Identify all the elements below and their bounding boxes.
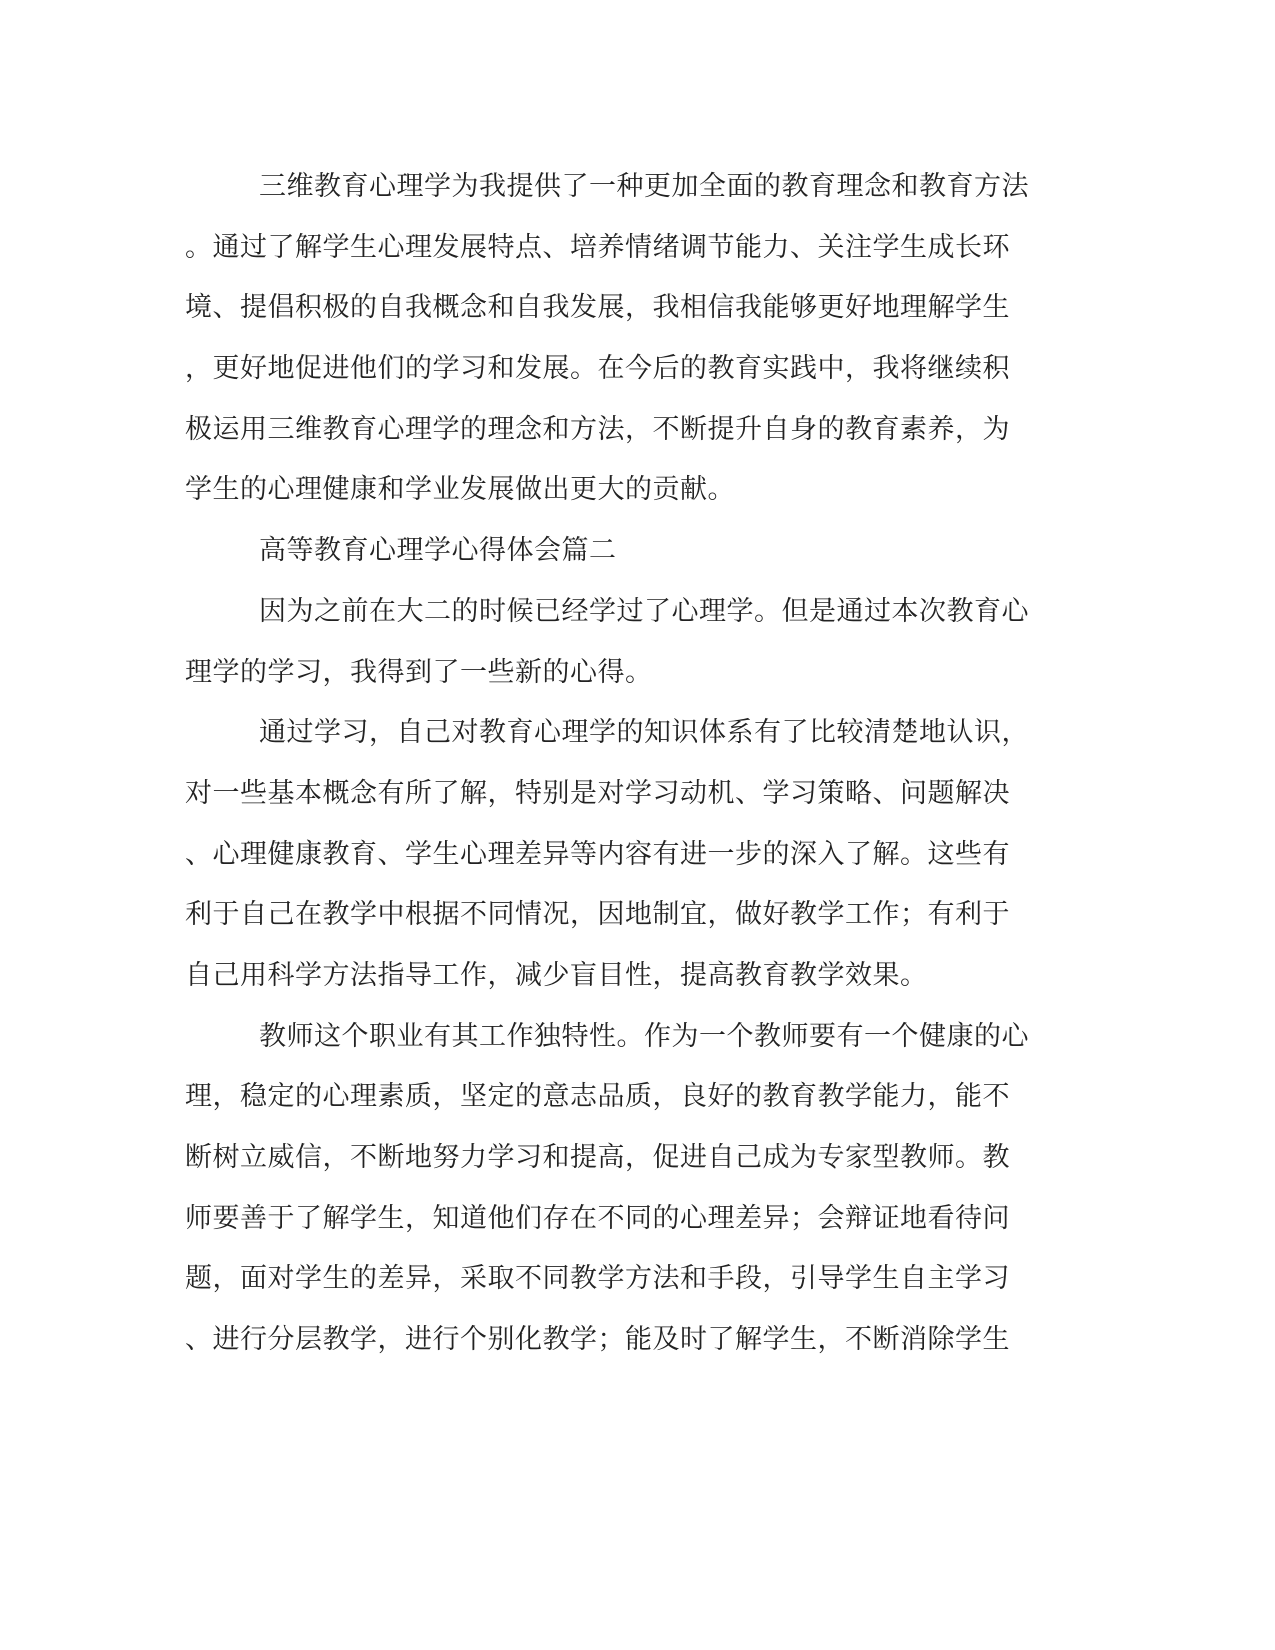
paragraph-1-line-1: 三维教育心理学为我提供了一种更加全面的教育理念和教育方法 <box>259 171 1029 202</box>
document-body <box>185 157 1075 1371</box>
paragraph-1-line-3: 境、提倡积极的自我概念和自我发展，我相信我能够更好地理解学生 <box>185 292 1010 324</box>
paragraph-4-line-4: 师要善于了解学生，知道他们存在不同的心理差异；会辩证地看待问 <box>185 1202 1010 1234</box>
paragraph-3-line-1: 通过学习，自己对教育心理学的知识体系有了比较清楚地认识， <box>259 717 1029 749</box>
paragraph-1-line-2: 。通过了解学生心理发展特点、培养情绪调节能力、关注学生成长环 <box>185 231 1010 263</box>
paragraph-3-line-3: 、心理健康教育、学生心理差异等内容有进一步的深入了解。这些有 <box>185 838 1010 870</box>
paragraph-4-line-6: 、进行分层教学，进行个别化教学；能及时了解学生，不断消除学生 <box>185 1324 1010 1356</box>
paragraph-2-line-2: 理学的学习，我得到了一些新的心得。 <box>185 656 653 688</box>
section-heading: 高等教育心理学心得体会篇二 <box>259 535 617 567</box>
paragraph-3-line-2: 对一些基本概念有所了解，特别是对学习动机、学习策略、问题解决 <box>185 777 1010 809</box>
paragraph-1-line-4: ，更好地促进他们的学习和发展。在今后的教育实践中，我将继续积 <box>185 353 1010 385</box>
paragraph-4-line-1: 教师这个职业有其工作独特性。作为一个教师要有一个健康的心 <box>259 1020 1029 1052</box>
paragraph-3-line-5: 自己用科学方法指导工作，减少盲目性，提高教育教学效果。 <box>185 959 928 991</box>
paragraph-4-line-2: 理，稳定的心理素质，坚定的意志品质，良好的教育教学能力，能不 <box>185 1081 1010 1113</box>
paragraph-1-line-6: 学生的心理健康和学业发展做出更大的贡献。 <box>185 474 735 506</box>
paragraph-2-line-1: 因为之前在大二的时候已经学过了心理学。但是通过本次教育心 <box>259 595 1029 627</box>
paragraph-1-line-5: 极运用三维教育心理学的理念和方法，不断提升自身的教育素养，为 <box>185 413 1010 445</box>
paragraph-4-line-5: 题，面对学生的差异，采取不同教学方法和手段，引导学生自主学习 <box>185 1263 1010 1295</box>
paragraph-4-line-3: 断树立威信，不断地努力学习和提高，促进自己成为专家型教师。教 <box>185 1142 1010 1173</box>
paragraph-3-line-4: 利于自己在教学中根据不同情况，因地制宜，做好教学工作；有利于 <box>185 899 1010 931</box>
